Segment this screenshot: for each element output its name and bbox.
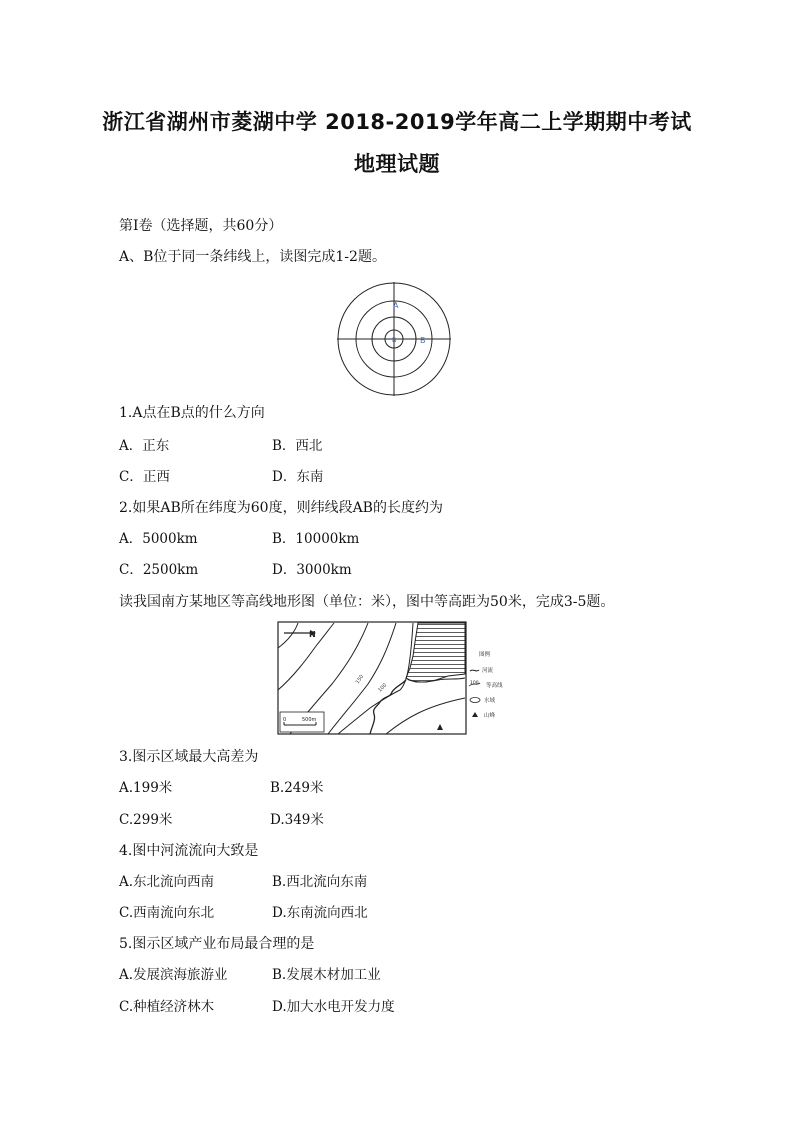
- question-5-option-b: B.发展木材加工业: [272, 967, 381, 983]
- legend-contour-label: 等高线: [486, 683, 503, 689]
- question-2-option-b: B．10000km: [272, 531, 360, 547]
- question-4-stem: 4.图中河流流向大致是: [119, 843, 259, 859]
- contour-label-100: 100: [377, 682, 389, 694]
- question-2-option-d: D．3000km: [272, 562, 352, 578]
- question-5-option-c: C.种植经济林木: [119, 999, 215, 1015]
- question-4-option-a: A.东北流向西南: [119, 874, 215, 890]
- question-3-option-d: D.349米: [270, 812, 324, 828]
- legend-water-label: 水域: [484, 698, 496, 704]
- contour-map-figure: [276, 620, 520, 738]
- legend-river-label: 河流: [482, 668, 494, 674]
- question-5-stem: 5.图示区域产业布局最合理的是: [119, 936, 315, 952]
- legend-river-icon: [470, 670, 479, 671]
- point-a-label: A: [393, 301, 399, 310]
- page-title: 浙江省湖州市菱湖中学 2018-2019学年高二上学期期中考试: [102, 110, 692, 134]
- question-5-option-a: A.发展滨海旅游业: [119, 967, 228, 983]
- question-1-stem: 1.A点在B点的什么方向: [119, 405, 265, 421]
- page-subtitle: 地理试题: [354, 152, 440, 176]
- north-pole-label: N: [392, 337, 397, 344]
- scale-zero-label: 0: [283, 717, 287, 723]
- legend-title: 图例: [479, 652, 491, 658]
- question-intro-3-5: 读我国南方某地区等高线地形图（单位：米），图中等高距为50米，完成3-5题。: [119, 594, 615, 610]
- map-legend: [469, 650, 503, 719]
- question-3-option-c: C.299米: [119, 812, 173, 828]
- question-2-option-c: C．2500km: [119, 562, 199, 578]
- question-1-option-c: C．正西: [119, 469, 170, 485]
- polar-projection-figure: [334, 280, 454, 398]
- question-3-option-a: A.199米: [119, 780, 173, 796]
- question-3-stem: 3.图示区域最大高差为: [119, 749, 259, 765]
- question-5-option-d: D.加大水电开发力度: [272, 999, 395, 1015]
- question-4-option-d: D.东南流向西北: [272, 905, 368, 921]
- question-4-option-c: C.西南流向东北: [119, 905, 215, 921]
- question-intro-1-2: A、B位于同一条纬线上，读图完成1-2题。: [119, 249, 386, 265]
- question-2-stem: 2.如果AB所在纬度为60度，则纬线段AB的长度约为: [119, 500, 443, 516]
- point-b-label: B: [420, 336, 426, 345]
- question-4-option-b: B.西北流向东南: [272, 874, 368, 890]
- question-3-option-b: B.249米: [270, 780, 324, 796]
- question-1-option-b: B．西北: [272, 438, 323, 454]
- legend-peak-icon: [472, 712, 478, 717]
- question-1-option-d: D．东南: [272, 469, 324, 485]
- question-2-option-a: A．5000km: [119, 531, 198, 547]
- legend-peak-label: 山峰: [484, 713, 496, 719]
- question-1-option-a: A．正东: [119, 438, 170, 454]
- legend-contour-value: 100: [470, 681, 479, 686]
- legend-water-icon: [470, 698, 480, 703]
- section-heading: 第Ⅰ卷（选择题，共60分）: [119, 218, 283, 234]
- north-label: N: [309, 630, 316, 639]
- contour-label-150: 150: [354, 673, 366, 686]
- scale-value-label: 500m: [302, 717, 317, 723]
